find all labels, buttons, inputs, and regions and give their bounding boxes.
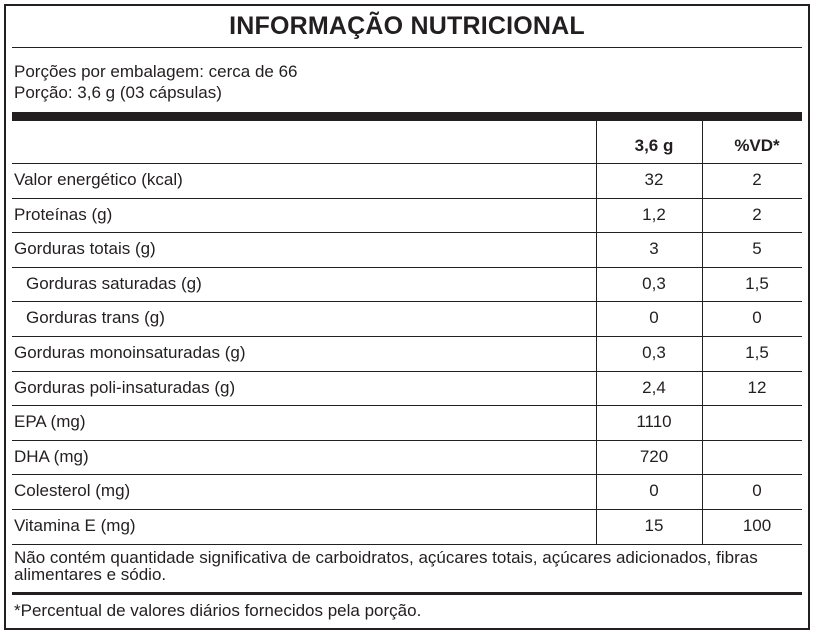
table-row (12, 509, 802, 543)
header-amount: 3,6 g (634, 136, 674, 155)
nutrient-name: Gorduras saturadas (g) (26, 273, 202, 293)
serving-size: Porção: 3,6 g (03 cápsulas) (14, 83, 222, 102)
nutrient-daily-value: 1,5 (745, 273, 769, 293)
nutrient-amount: 0,3 (642, 273, 666, 293)
header-daily-value: %VD* (734, 136, 780, 155)
nutrient-amount: 0 (649, 308, 659, 328)
nutrient-amount: 15 (644, 516, 664, 535)
nutrient-daily-value: 0 (752, 308, 762, 328)
label-title: INFORMAÇÃO NUTRICIONAL (229, 12, 585, 40)
nutrient-daily-value: 0 (752, 481, 762, 501)
nutrient-name: Proteínas (g) (14, 204, 113, 224)
nutrient-daily-value: 2 (752, 170, 762, 189)
nutrient-name: Gorduras monoinsaturadas (g) (14, 343, 246, 362)
nutrient-daily-value: 2 (752, 204, 762, 224)
table-row (12, 163, 802, 197)
nutrition-facts-label (4, 4, 810, 630)
nutrient-name: DHA (mg) (14, 446, 89, 466)
nutrient-daily-value: 12 (747, 377, 767, 397)
nutrient-daily-value: 1,5 (745, 343, 769, 362)
table-row (12, 301, 802, 335)
nutrient-name: EPA (mg) (14, 412, 86, 432)
nutrient-name: Valor energético (kcal) (14, 170, 183, 189)
nutrient-name: Colesterol (mg) (14, 481, 131, 501)
table-header-row (12, 129, 802, 163)
nutrient-name: Gorduras totais (g) (14, 239, 156, 259)
nutrient-amount: 0 (649, 481, 659, 501)
nutrient-amount: 3 (649, 239, 659, 259)
nutrient-daily-value: 100 (742, 516, 772, 535)
daily-value-footnote: *Percentual de valores diários fornecidos pela porção. (14, 601, 422, 620)
nutrient-amount: 1,2 (642, 204, 666, 224)
row-divider (12, 544, 802, 545)
nutrient-amount: 1110 (636, 412, 672, 432)
nutrient-name: Gorduras trans (g) (26, 308, 165, 328)
table-row (12, 267, 802, 301)
nutrient-amount: 720 (639, 446, 669, 466)
not-significant-note: Não contém quantidade significativa de carboidratos, açúcares totais, açúcares adicionados, fibras alimentares e sódio. (14, 548, 758, 584)
table-row (12, 198, 802, 232)
table-row (12, 371, 802, 405)
servings-per-package: Porções por embalagem: cerca de 66 (14, 62, 298, 81)
table-row (12, 474, 802, 508)
nutrient-name: Gorduras poli-insaturadas (g) (14, 377, 236, 397)
thick-divider (12, 112, 802, 121)
title-divider (12, 47, 802, 48)
table-row (12, 232, 802, 266)
nutrient-amount: 32 (644, 170, 664, 189)
table-row (12, 336, 802, 370)
nutrient-daily-value: 5 (752, 239, 762, 259)
table-row (12, 405, 802, 439)
nutrient-amount: 0,3 (642, 343, 666, 362)
nutrient-amount: 2,4 (642, 377, 666, 397)
nutrient-name: Vitamina E (mg) (14, 516, 136, 535)
serving-info (14, 61, 298, 103)
footnote-divider (12, 592, 802, 595)
table-row (12, 440, 802, 474)
